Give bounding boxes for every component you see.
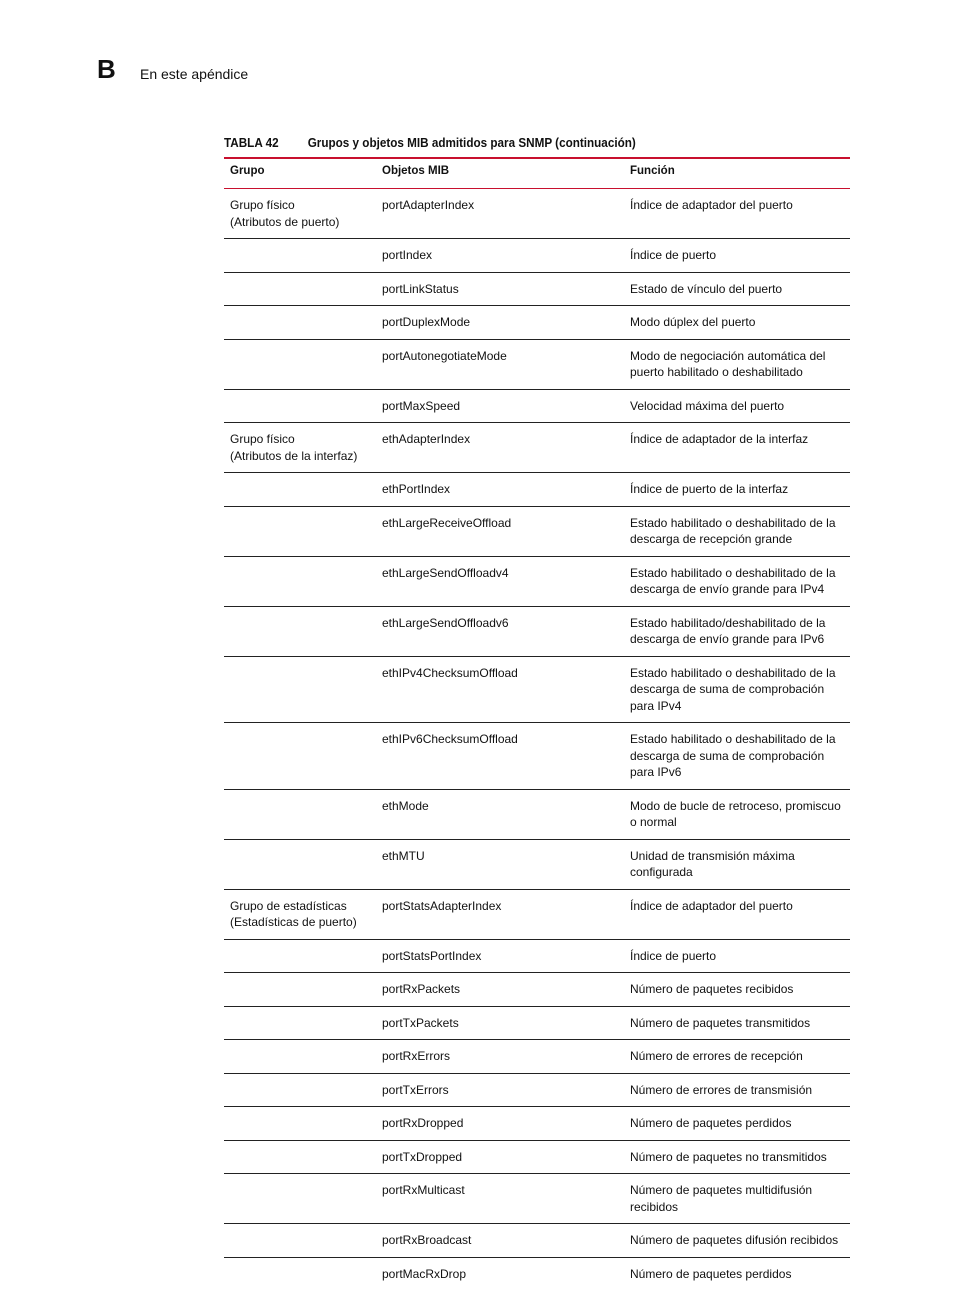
table-row xyxy=(224,423,850,473)
cell-mib-object: portRxErrors xyxy=(376,1040,624,1074)
cell-function: Modo dúplex del puerto xyxy=(624,306,850,340)
table-caption-label: TABLA 42 xyxy=(224,135,308,151)
cell-group xyxy=(224,1174,376,1224)
cell-group xyxy=(224,723,376,790)
cell-function: Estado habilitado o deshabilitado de la descarga de envío grande para IPv4 xyxy=(624,556,850,606)
table-row xyxy=(224,473,850,507)
cell-group: Grupo físico (Atributos de la interfaz) xyxy=(224,423,376,473)
table-row xyxy=(224,556,850,606)
cell-group xyxy=(224,239,376,273)
table-row xyxy=(224,506,850,556)
cell-function: Número de paquetes perdidos xyxy=(624,1107,850,1141)
cell-function: Estado de vínculo del puerto xyxy=(624,272,850,306)
cell-mib-object: portMacRxDrop xyxy=(376,1257,624,1290)
table-row xyxy=(224,272,850,306)
cell-group: Grupo de estadísticas (Estadísticas de puerto) xyxy=(224,889,376,939)
table-row xyxy=(224,789,850,839)
cell-group xyxy=(224,939,376,973)
cell-function: Número de paquetes difusión recibidos xyxy=(624,1224,850,1258)
cell-mib-object: portRxDropped xyxy=(376,1107,624,1141)
table-row xyxy=(224,1257,850,1290)
cell-mib-object: ethLargeSendOffloadv4 xyxy=(376,556,624,606)
cell-group xyxy=(224,506,376,556)
cell-mib-object: portAutonegotiateMode xyxy=(376,339,624,389)
table-body xyxy=(224,189,850,1290)
table-row xyxy=(224,839,850,889)
cell-function: Estado habilitado/deshabilitado de la descarga de envío grande para IPv6 xyxy=(624,606,850,656)
cell-mib-object: portStatsPortIndex xyxy=(376,939,624,973)
cell-mib-object: ethLargeSendOffloadv6 xyxy=(376,606,624,656)
mib-table-container xyxy=(224,157,850,1290)
table-row xyxy=(224,1073,850,1107)
cell-group xyxy=(224,973,376,1007)
table-row xyxy=(224,1040,850,1074)
table-row xyxy=(224,189,850,239)
table-row xyxy=(224,239,850,273)
cell-group xyxy=(224,839,376,889)
cell-group xyxy=(224,1006,376,1040)
cell-function: Índice de puerto xyxy=(624,239,850,273)
cell-mib-object: portTxDropped xyxy=(376,1140,624,1174)
table-row xyxy=(224,723,850,790)
cell-mib-object: ethIPv6ChecksumOffload xyxy=(376,723,624,790)
cell-function: Índice de adaptador de la interfaz xyxy=(624,423,850,473)
cell-function: Número de errores de recepción xyxy=(624,1040,850,1074)
table-caption-title: Grupos y objetos MIB admitidos para SNMP (continuación) xyxy=(308,135,636,150)
table-row xyxy=(224,1107,850,1141)
cell-group xyxy=(224,1140,376,1174)
cell-mib-object: portTxPackets xyxy=(376,1006,624,1040)
table-row xyxy=(224,339,850,389)
table-row xyxy=(224,1140,850,1174)
table-row xyxy=(224,1174,850,1224)
cell-group xyxy=(224,1040,376,1074)
column-header-group: Grupo xyxy=(224,158,376,189)
table-row xyxy=(224,606,850,656)
cell-group xyxy=(224,1224,376,1258)
cell-function: Número de errores de transmisión xyxy=(624,1073,850,1107)
cell-mib-object: portLinkStatus xyxy=(376,272,624,306)
cell-function: Número de paquetes no transmitidos xyxy=(624,1140,850,1174)
cell-group xyxy=(224,656,376,723)
cell-function: Número de paquetes perdidos xyxy=(624,1257,850,1290)
cell-mib-object: portAdapterIndex xyxy=(376,189,624,239)
cell-mib-object: portDuplexMode xyxy=(376,306,624,340)
cell-mib-object: portMaxSpeed xyxy=(376,389,624,423)
column-header-object: Objetos MIB xyxy=(376,158,624,189)
cell-function: Velocidad máxima del puerto xyxy=(624,389,850,423)
cell-function: Número de paquetes transmitidos xyxy=(624,1006,850,1040)
cell-group xyxy=(224,789,376,839)
cell-mib-object: ethPortIndex xyxy=(376,473,624,507)
cell-group xyxy=(224,272,376,306)
cell-group xyxy=(224,1107,376,1141)
cell-group xyxy=(224,1257,376,1290)
cell-group xyxy=(224,306,376,340)
cell-mib-object: portRxPackets xyxy=(376,973,624,1007)
table-row xyxy=(224,889,850,939)
cell-mib-object: ethLargeReceiveOffload xyxy=(376,506,624,556)
cell-mib-object: portTxErrors xyxy=(376,1073,624,1107)
section-title: En este apéndice xyxy=(140,65,248,83)
cell-function: Estado habilitado o deshabilitado de la descarga de suma de comprobación para IPv4 xyxy=(624,656,850,723)
cell-group xyxy=(224,556,376,606)
cell-mib-object: portRxBroadcast xyxy=(376,1224,624,1258)
table-row xyxy=(224,656,850,723)
cell-function: Índice de puerto xyxy=(624,939,850,973)
table-row xyxy=(224,389,850,423)
cell-mib-object: ethIPv4ChecksumOffload xyxy=(376,656,624,723)
cell-mib-object: ethAdapterIndex xyxy=(376,423,624,473)
cell-function: Número de paquetes multidifusión recibidos xyxy=(624,1174,850,1224)
cell-group xyxy=(224,1073,376,1107)
cell-function: Número de paquetes recibidos xyxy=(624,973,850,1007)
table-row xyxy=(224,1224,850,1258)
cell-function: Índice de adaptador del puerto xyxy=(624,889,850,939)
cell-function: Estado habilitado o deshabilitado de la descarga de recepción grande xyxy=(624,506,850,556)
cell-function: Estado habilitado o deshabilitado de la descarga de suma de comprobación para IPv6 xyxy=(624,723,850,790)
table-row xyxy=(224,1006,850,1040)
table-header-row xyxy=(224,158,850,189)
cell-group xyxy=(224,606,376,656)
mib-table xyxy=(224,157,850,1290)
cell-function: Modo de negociación automática del puerto habilitado o deshabilitado xyxy=(624,339,850,389)
cell-group xyxy=(224,389,376,423)
column-header-function: Función xyxy=(624,158,850,189)
cell-function: Índice de adaptador del puerto xyxy=(624,189,850,239)
cell-group: Grupo físico (Atributos de puerto) xyxy=(224,189,376,239)
table-row xyxy=(224,973,850,1007)
table-row xyxy=(224,939,850,973)
cell-group xyxy=(224,339,376,389)
cell-group xyxy=(224,473,376,507)
table-caption xyxy=(224,135,787,151)
cell-mib-object: portIndex xyxy=(376,239,624,273)
cell-mib-object: ethMTU xyxy=(376,839,624,889)
cell-function: Unidad de transmisión máxima configurada xyxy=(624,839,850,889)
cell-mib-object: portStatsAdapterIndex xyxy=(376,889,624,939)
cell-mib-object: ethMode xyxy=(376,789,624,839)
cell-function: Índice de puerto de la interfaz xyxy=(624,473,850,507)
cell-mib-object: portRxMulticast xyxy=(376,1174,624,1224)
table-row xyxy=(224,306,850,340)
cell-function: Modo de bucle de retroceso, promiscuo o normal xyxy=(624,789,850,839)
appendix-letter: B xyxy=(97,54,116,84)
